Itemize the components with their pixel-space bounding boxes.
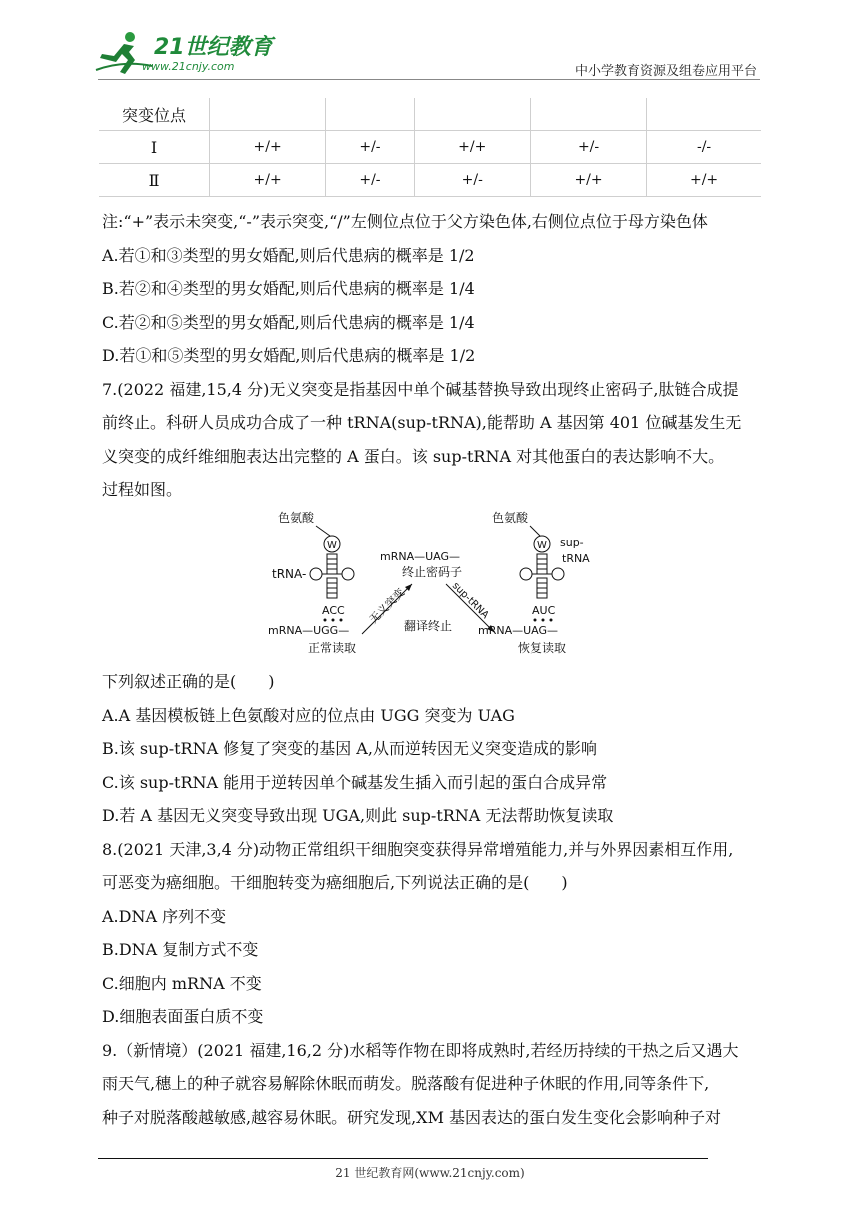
- q6-option-c: C.若②和⑤类型的男女婚配,则后代患病的概率是 1/4: [102, 312, 475, 332]
- q6-option-b: B.若②和④类型的男女婚配,则后代患病的概率是 1/4: [102, 279, 475, 298]
- footer-text[interactable]: 21 世纪教育网(www.21cnjy.com): [335, 1166, 525, 1180]
- table-cell: +/+: [414, 131, 530, 164]
- q6-note: 注:“+”表示未突变,“-”表示突变,“/”左侧位点位于父方染色体,右侧位点位于母方染色体: [102, 212, 708, 231]
- table-cell: -/-: [647, 131, 761, 164]
- q6-option-a: A.若①和③类型的男女婚配,则后代患病的概率是 1/2: [102, 245, 475, 265]
- table-cell: Ⅱ: [99, 164, 210, 197]
- q9-stem-line: 雨天气,穗上的种子就容易解除休眠而萌发。脱落酸有促进种子休眠的作用,同等条件下,: [102, 1074, 710, 1093]
- q7-option-b: B.该 sup-tRNA 修复了突变的基因 A,从而逆转因无义突变造成的影响: [102, 739, 597, 758]
- q8-option-a: A.DNA 序列不变: [102, 906, 227, 926]
- mrna-left: mRNA—UGG—: [268, 624, 350, 637]
- table-cell: +/+: [210, 131, 326, 164]
- stop-codon-label: 终止密码子: [402, 565, 463, 579]
- table-cell: +/-: [414, 164, 530, 197]
- table-row: [99, 164, 761, 197]
- amino-acid-right-label: 色氨酸: [492, 511, 529, 525]
- q9-stem-line: 9.（新情境）(2021 福建,16,2 分)水稻等作物在即将成熟时,若经历持续的干热之后又遇大: [102, 1040, 739, 1060]
- q7-stem-line: 过程如图。: [102, 480, 183, 499]
- anticodon-right: AUC: [532, 604, 556, 617]
- sup-trna-arrow-label: sup-tRNA: [449, 580, 491, 622]
- mrna-right: mRNA—UAG—: [478, 624, 559, 637]
- trna-label: tRNA-: [272, 567, 307, 581]
- table-cell: +/+: [647, 164, 761, 197]
- table-row: [99, 98, 761, 131]
- q7-stem-line: 7.(2022 福建,15,4 分)无义突变是指基因中单个碱基替换导致出现终止密码子,肽链合成提: [102, 379, 739, 399]
- restore-read-label: 恢复读取: [518, 641, 567, 655]
- anticodon-left: ACC: [322, 604, 345, 617]
- sup-trna-label-1: sup-: [560, 536, 584, 549]
- mutation-site-table: [99, 98, 761, 197]
- q7-stem-line: 义突变的成纤维细胞表达出完整的 A 蛋白。该 sup-tRNA 对其他蛋白的表达影响不大。: [102, 446, 725, 466]
- site-logo[interactable]: [94, 30, 273, 80]
- table-cell: 突变位点: [99, 98, 210, 131]
- q7-stem-line: 前终止。科研人员成功合成了一种 tRNA(sup-tRNA),能帮助 A 基因第 401 位碱基发生无: [102, 413, 742, 432]
- q8-stem-line: 8.(2021 天津,3,4 分)动物正常组织干细胞突变获得异常增殖能力,并与外界因素相互作用,: [102, 839, 734, 859]
- header-platform-text: 中小学教育资源及组卷应用平台: [574, 64, 757, 79]
- q7-option-c: C.该 sup-tRNA 能用于逆转因单个碱基发生插入而引起的蛋白合成异常: [102, 772, 608, 792]
- header-divider: [98, 79, 760, 80]
- page-header: [0, 0, 860, 90]
- table-cell: [326, 98, 414, 131]
- mrna-middle: mRNA—UAG—: [380, 550, 461, 563]
- question-block-upper: [102, 205, 766, 507]
- q8-option-c: C.细胞内 mRNA 不变: [102, 973, 262, 993]
- sup-trna-label-2: tRNA: [562, 552, 590, 565]
- q7-option-a: A.A 基因模板链上色氨酸对应的位点由 UGG 突变为 UAG: [102, 705, 515, 725]
- table-cell: [530, 98, 646, 131]
- table-row: [99, 131, 761, 164]
- q7-option-d: D.若 A 基因无义突变导致出现 UGA,则此 sup-tRNA 无法帮助恢复读取: [102, 806, 614, 825]
- q8-stem-line: 可恶变为癌细胞。干细胞转变为癌细胞后,下列说法正确的是( ): [102, 873, 568, 892]
- q8-option-d: D.细胞表面蛋白质不变: [102, 1007, 264, 1026]
- table-cell: +/+: [210, 164, 326, 197]
- translation-stop-label: 翻译终止: [404, 619, 453, 633]
- table-cell: [647, 98, 761, 131]
- w-label: W: [537, 540, 547, 551]
- question-block-lower: [102, 665, 766, 1134]
- table-cell: Ⅰ: [99, 131, 210, 164]
- table-cell: [210, 98, 326, 131]
- amino-acid-left-label: 色氨酸: [278, 511, 315, 525]
- w-label: W: [327, 540, 337, 551]
- q8-option-b: B.DNA 复制方式不变: [102, 940, 259, 959]
- table-cell: +/-: [326, 164, 414, 197]
- table-cell: [414, 98, 530, 131]
- logo-text: 21世纪教育: [154, 35, 273, 60]
- footer-divider: [98, 1158, 708, 1159]
- q9-stem-line: 种子对脱落酸越敏感,越容易休眠。研究发现,XM 基因表达的蛋白发生变化会影响种子对: [102, 1107, 722, 1127]
- trna-process-diagram: [262, 506, 602, 662]
- normal-read-label: 正常读取: [308, 641, 357, 655]
- logo-url: www.21cnjy.com: [142, 60, 235, 73]
- table-cell: +/+: [530, 164, 646, 197]
- nonsense-mutation-label: 无义突变: [366, 585, 408, 627]
- q7-question: 下列叙述正确的是( ): [102, 672, 275, 691]
- table-cell: +/-: [530, 131, 646, 164]
- table-cell: +/-: [326, 131, 414, 164]
- q6-option-d: D.若①和⑤类型的男女婚配,则后代患病的概率是 1/2: [102, 346, 476, 365]
